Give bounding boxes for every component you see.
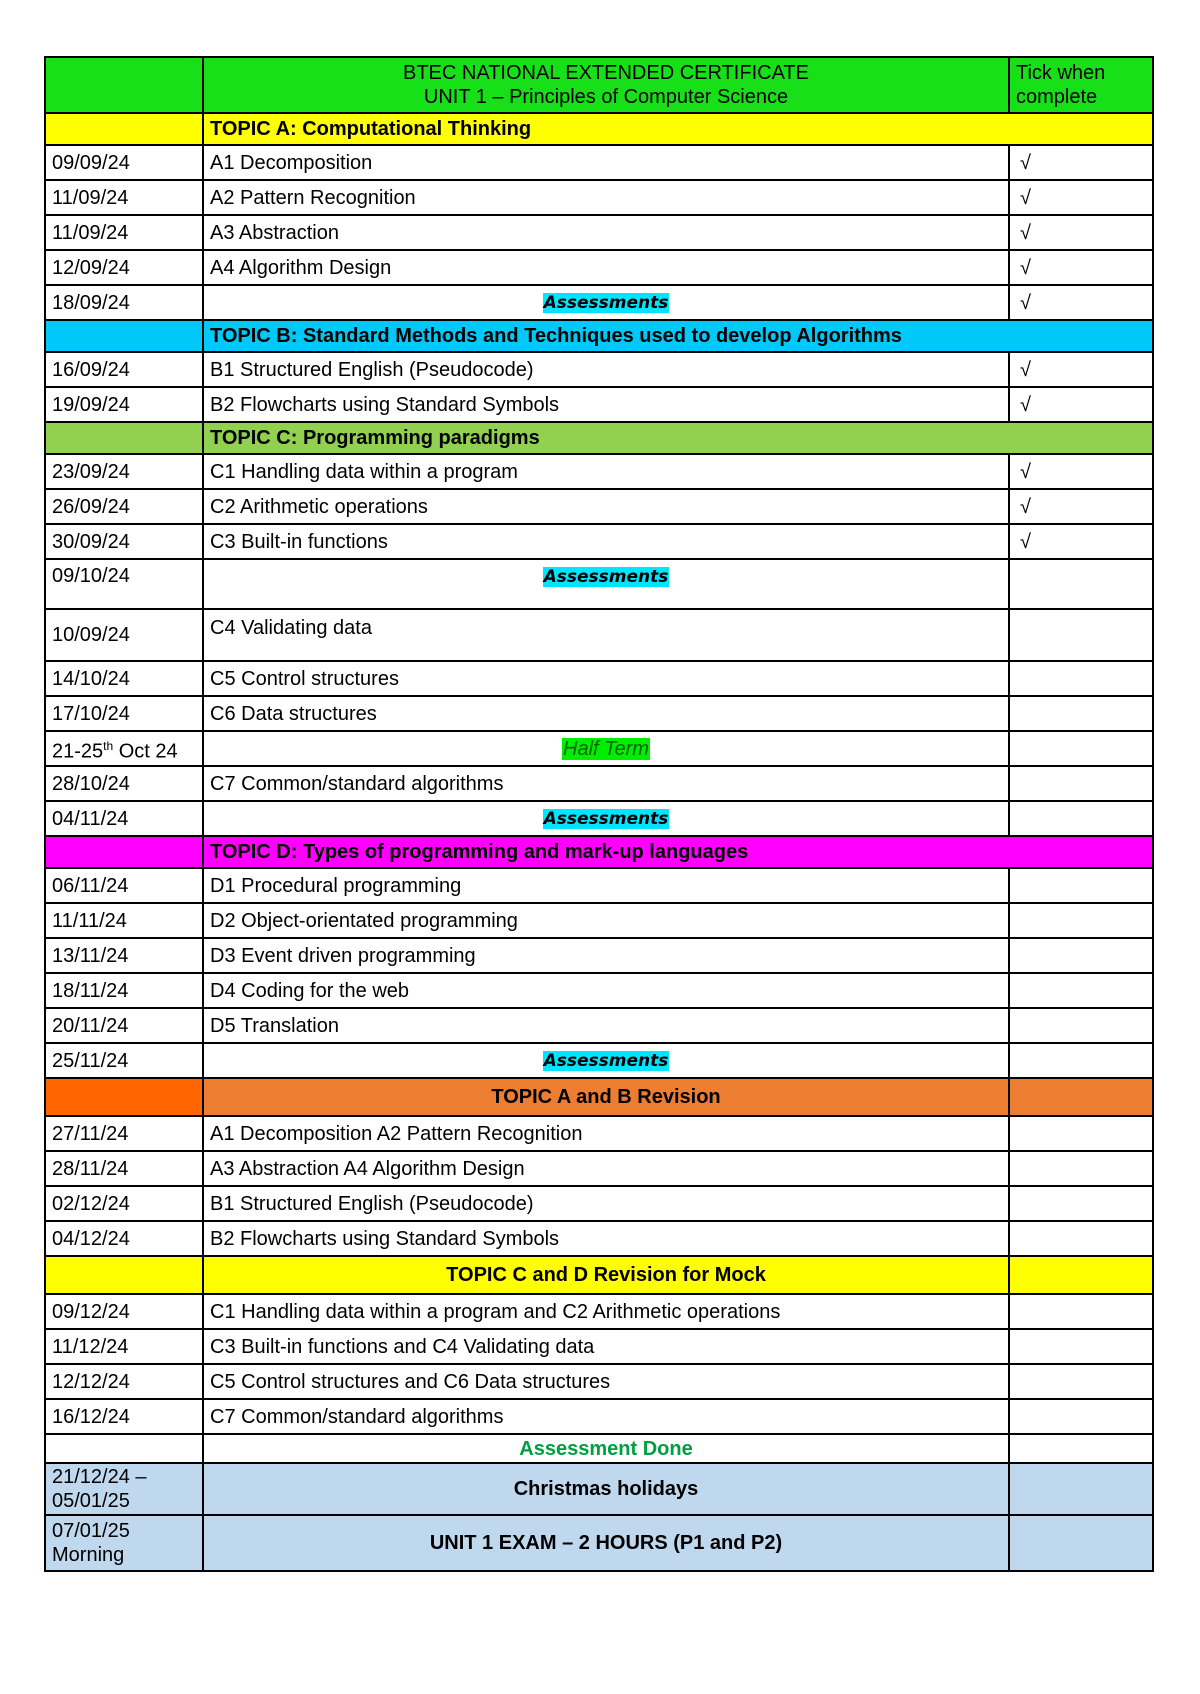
row-tick[interactable]: √ bbox=[1009, 250, 1153, 285]
row-tick[interactable] bbox=[1009, 1186, 1153, 1221]
row-topic: D2 Object-orientated programming bbox=[203, 903, 1009, 938]
topic-c-header bbox=[45, 422, 1153, 454]
table-row bbox=[45, 489, 1153, 524]
title-line-1: BTEC NATIONAL EXTENDED CERTIFICATE bbox=[403, 62, 809, 84]
tick-header-line-2: complete bbox=[1016, 86, 1098, 108]
table-row bbox=[45, 285, 1153, 320]
row-tick[interactable] bbox=[1009, 1043, 1153, 1078]
row-date: 25/11/24 bbox=[45, 1043, 203, 1078]
row-topic: C3 Built-in functions bbox=[203, 524, 1009, 559]
exam-row bbox=[45, 1515, 1153, 1571]
row-date: 14/10/24 bbox=[45, 661, 203, 696]
tick-column-header bbox=[1009, 57, 1153, 113]
exam-label: UNIT 1 EXAM – 2 HOURS (P1 and P2) bbox=[203, 1515, 1009, 1571]
assessments-label: Assessments bbox=[543, 1051, 669, 1071]
row-topic: B2 Flowcharts using Standard Symbols bbox=[203, 1221, 1009, 1256]
table-row bbox=[45, 524, 1153, 559]
table-row bbox=[45, 868, 1153, 903]
row-date: 10/09/24 bbox=[45, 609, 203, 661]
row-date: 30/09/24 bbox=[45, 524, 203, 559]
header-date-cell bbox=[45, 57, 203, 113]
exam-tick-cell bbox=[1009, 1515, 1153, 1571]
revision-cd-tick-cell bbox=[1009, 1256, 1153, 1294]
topic-d-date-cell bbox=[45, 836, 203, 868]
table-row bbox=[45, 180, 1153, 215]
table-row bbox=[45, 250, 1153, 285]
row-date bbox=[45, 731, 203, 766]
christmas-holidays-label: Christmas holidays bbox=[203, 1463, 1009, 1515]
topic-a-label: TOPIC A: Computational Thinking bbox=[203, 113, 1153, 145]
revision-ab-date-cell bbox=[45, 1078, 203, 1116]
row-topic: C4 Validating data bbox=[203, 609, 1009, 661]
row-tick[interactable] bbox=[1009, 1434, 1153, 1463]
table-row bbox=[45, 973, 1153, 1008]
row-tick[interactable]: √ bbox=[1009, 352, 1153, 387]
table-row bbox=[45, 903, 1153, 938]
table-row bbox=[45, 766, 1153, 801]
half-term-date-prefix: 21-25 bbox=[52, 740, 104, 763]
table-row bbox=[45, 215, 1153, 250]
row-tick[interactable]: √ bbox=[1009, 285, 1153, 320]
row-topic: B2 Flowcharts using Standard Symbols bbox=[203, 387, 1009, 422]
topic-c-label: TOPIC C: Programming paradigms bbox=[203, 422, 1153, 454]
row-tick[interactable] bbox=[1009, 731, 1153, 766]
table-row bbox=[45, 1151, 1153, 1186]
row-topic: D4 Coding for the web bbox=[203, 973, 1009, 1008]
row-topic: B1 Structured English (Pseudocode) bbox=[203, 352, 1009, 387]
row-tick[interactable] bbox=[1009, 696, 1153, 731]
row-tick[interactable]: √ bbox=[1009, 489, 1153, 524]
row-date: 16/09/24 bbox=[45, 352, 203, 387]
revision-ab-label: TOPIC A and B Revision bbox=[203, 1078, 1009, 1116]
assessment-cell bbox=[203, 285, 1009, 320]
table-row bbox=[45, 387, 1153, 422]
topic-b-date-cell bbox=[45, 320, 203, 352]
table-row bbox=[45, 801, 1153, 836]
table-row bbox=[45, 1186, 1153, 1221]
row-date: 11/09/24 bbox=[45, 180, 203, 215]
row-date: 27/11/24 bbox=[45, 1116, 203, 1151]
row-topic: D1 Procedural programming bbox=[203, 868, 1009, 903]
topic-a-date-cell bbox=[45, 113, 203, 145]
holiday-tick-cell bbox=[1009, 1463, 1153, 1515]
half-term-date-sup: th bbox=[103, 738, 114, 753]
revision-cd-header bbox=[45, 1256, 1153, 1294]
row-tick[interactable]: √ bbox=[1009, 180, 1153, 215]
row-topic: C2 Arithmetic operations bbox=[203, 489, 1009, 524]
revision-cd-date-cell bbox=[45, 1256, 203, 1294]
table-row bbox=[45, 938, 1153, 973]
row-topic: C3 Built-in functions and C4 Validating data bbox=[203, 1329, 1009, 1364]
row-tick[interactable] bbox=[1009, 1008, 1153, 1043]
row-date: 04/12/24 bbox=[45, 1221, 203, 1256]
row-tick[interactable]: √ bbox=[1009, 215, 1153, 250]
table-row bbox=[45, 609, 1153, 661]
row-topic: C5 Control structures bbox=[203, 661, 1009, 696]
row-tick[interactable] bbox=[1009, 1116, 1153, 1151]
title-line-2: UNIT 1 – Principles of Computer Science bbox=[423, 86, 789, 108]
row-tick[interactable] bbox=[1009, 1399, 1153, 1434]
row-date: 28/10/24 bbox=[45, 766, 203, 801]
row-date: 28/11/24 bbox=[45, 1151, 203, 1186]
christmas-holidays-row bbox=[45, 1463, 1153, 1515]
row-tick[interactable] bbox=[1009, 766, 1153, 801]
row-date: 17/10/24 bbox=[45, 696, 203, 731]
assessments-label: Assessments bbox=[543, 809, 669, 829]
row-tick[interactable] bbox=[1009, 903, 1153, 938]
row-tick[interactable]: √ bbox=[1009, 454, 1153, 489]
assessment-done-row bbox=[45, 1434, 1153, 1463]
revision-ab-header bbox=[45, 1078, 1153, 1116]
half-term-date-suffix: Oct 24 bbox=[113, 740, 178, 763]
row-tick[interactable] bbox=[1009, 973, 1153, 1008]
row-date: 09/10/24 bbox=[45, 559, 203, 609]
exam-date-line-2: Morning bbox=[52, 1544, 125, 1566]
row-date: 11/12/24 bbox=[45, 1329, 203, 1364]
table-row bbox=[45, 454, 1153, 489]
revision-ab-tick-cell bbox=[1009, 1078, 1153, 1116]
row-date: 20/11/24 bbox=[45, 1008, 203, 1043]
row-topic: A4 Algorithm Design bbox=[203, 250, 1009, 285]
row-topic: C7 Common/standard algorithms bbox=[203, 766, 1009, 801]
row-topic: C6 Data structures bbox=[203, 696, 1009, 731]
table-row bbox=[45, 696, 1153, 731]
table-row bbox=[45, 1294, 1153, 1329]
row-date: 02/12/24 bbox=[45, 1186, 203, 1221]
row-topic: A1 Decomposition bbox=[203, 145, 1009, 180]
topic-d-header bbox=[45, 836, 1153, 868]
row-date: 12/09/24 bbox=[45, 250, 203, 285]
table-row bbox=[45, 1043, 1153, 1078]
row-tick[interactable] bbox=[1009, 609, 1153, 661]
revision-cd-label: TOPIC C and D Revision for Mock bbox=[203, 1256, 1009, 1294]
topic-b-header bbox=[45, 320, 1153, 352]
row-date: 13/11/24 bbox=[45, 938, 203, 973]
row-date: 04/11/24 bbox=[45, 801, 203, 836]
holiday-date-line-2: 05/01/25 bbox=[52, 1490, 130, 1512]
row-topic: C1 Handling data within a program bbox=[203, 454, 1009, 489]
table-row bbox=[45, 1399, 1153, 1434]
row-tick[interactable] bbox=[1009, 868, 1153, 903]
table-row bbox=[45, 352, 1153, 387]
row-tick[interactable] bbox=[1009, 1221, 1153, 1256]
table-row bbox=[45, 1329, 1153, 1364]
assessments-label: Assessments bbox=[543, 567, 669, 587]
tick-header-line-1: Tick when bbox=[1016, 62, 1106, 84]
table-row bbox=[45, 559, 1153, 609]
topic-c-date-cell bbox=[45, 422, 203, 454]
row-date: 19/09/24 bbox=[45, 387, 203, 422]
topic-b-label: TOPIC B: Standard Methods and Techniques used to develop Algorithms bbox=[203, 320, 1153, 352]
table-row bbox=[45, 1364, 1153, 1399]
row-topic: C7 Common/standard algorithms bbox=[203, 1399, 1009, 1434]
row-tick[interactable]: √ bbox=[1009, 524, 1153, 559]
row-topic: B1 Structured English (Pseudocode) bbox=[203, 1186, 1009, 1221]
row-date: 11/09/24 bbox=[45, 215, 203, 250]
table-row bbox=[45, 731, 1153, 766]
row-tick[interactable] bbox=[1009, 661, 1153, 696]
page-title bbox=[203, 57, 1009, 113]
course-schedule-table bbox=[44, 56, 1154, 1572]
holiday-date-line-1: 21/12/24 – bbox=[52, 1466, 147, 1488]
assessment-done-label: Assessment Done bbox=[203, 1434, 1009, 1463]
row-date: 26/09/24 bbox=[45, 489, 203, 524]
half-term-label: Half Term bbox=[563, 737, 649, 760]
row-date: 09/09/24 bbox=[45, 145, 203, 180]
row-tick[interactable] bbox=[1009, 559, 1153, 609]
exam-date-line-1: 07/01/25 bbox=[52, 1520, 130, 1542]
row-topic: A3 Abstraction bbox=[203, 215, 1009, 250]
row-topic: A1 Decomposition A2 Pattern Recognition bbox=[203, 1116, 1009, 1151]
half-term-cell bbox=[203, 731, 1009, 766]
row-topic: A2 Pattern Recognition bbox=[203, 180, 1009, 215]
row-date: 11/11/24 bbox=[45, 903, 203, 938]
row-date: 09/12/24 bbox=[45, 1294, 203, 1329]
topic-d-label: TOPIC D: Types of programming and mark-up languages bbox=[203, 836, 1153, 868]
assessments-label: Assessments bbox=[543, 293, 669, 313]
row-tick[interactable] bbox=[1009, 801, 1153, 836]
table-row bbox=[45, 145, 1153, 180]
assessment-cell bbox=[203, 801, 1009, 836]
row-topic: C1 Handling data within a program and C2 Arithmetic operations bbox=[203, 1294, 1009, 1329]
table-row bbox=[45, 1116, 1153, 1151]
row-tick[interactable]: √ bbox=[1009, 387, 1153, 422]
row-date: 16/12/24 bbox=[45, 1399, 203, 1434]
row-tick[interactable] bbox=[1009, 938, 1153, 973]
row-tick[interactable] bbox=[1009, 1329, 1153, 1364]
row-date bbox=[45, 1434, 203, 1463]
exam-date bbox=[45, 1515, 203, 1571]
assessment-cell bbox=[203, 559, 1009, 609]
row-tick[interactable] bbox=[1009, 1294, 1153, 1329]
holiday-dates bbox=[45, 1463, 203, 1515]
row-date: 18/11/24 bbox=[45, 973, 203, 1008]
row-topic: C5 Control structures and C6 Data structures bbox=[203, 1364, 1009, 1399]
row-tick[interactable] bbox=[1009, 1364, 1153, 1399]
row-topic: D5 Translation bbox=[203, 1008, 1009, 1043]
row-topic: D3 Event driven programming bbox=[203, 938, 1009, 973]
row-topic: A3 Abstraction A4 Algorithm Design bbox=[203, 1151, 1009, 1186]
topic-a-header bbox=[45, 113, 1153, 145]
assessment-cell bbox=[203, 1043, 1009, 1078]
table-row bbox=[45, 1008, 1153, 1043]
row-date: 23/09/24 bbox=[45, 454, 203, 489]
header-row bbox=[45, 57, 1153, 113]
row-date: 12/12/24 bbox=[45, 1364, 203, 1399]
table-row bbox=[45, 661, 1153, 696]
row-tick[interactable] bbox=[1009, 1151, 1153, 1186]
row-date: 06/11/24 bbox=[45, 868, 203, 903]
row-date: 18/09/24 bbox=[45, 285, 203, 320]
table-row bbox=[45, 1221, 1153, 1256]
row-tick[interactable]: √ bbox=[1009, 145, 1153, 180]
